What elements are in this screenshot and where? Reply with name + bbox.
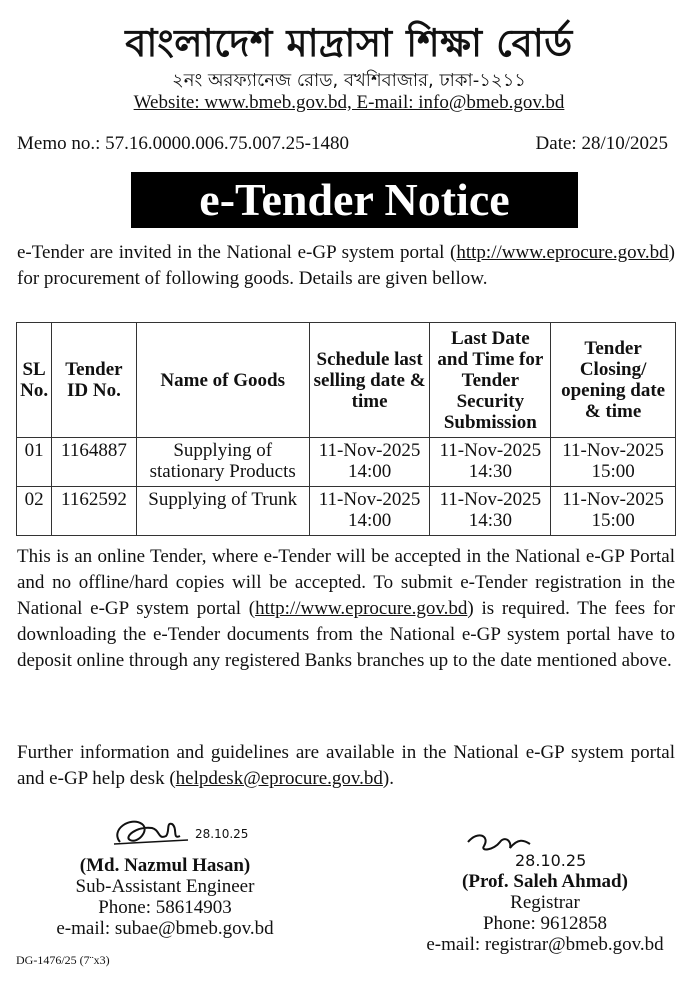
- signatory-left: [30, 810, 300, 939]
- cell-security: 11-Nov-2025 14:30: [430, 487, 551, 536]
- header-goods: Name of Goods: [136, 323, 309, 438]
- header-closing: Tender Closing/ opening date & time: [551, 323, 676, 438]
- signature-right: [420, 826, 670, 871]
- cell-schedule: 11-Nov-2025 14:00: [309, 487, 430, 536]
- organization-address: ২নং অরফ্যানেজ রোড, বখশিবাজার, ঢাকা-১২১১: [172, 70, 526, 91]
- cell-security: 11-Nov-2025 14:30: [430, 438, 551, 487]
- cell-closing: 11-Nov-2025 15:00: [551, 487, 676, 536]
- header-tender-id: Tender ID No.: [52, 323, 137, 438]
- para2-text-1: Further information and guidelines are available in the National e-GP system portal and e-GP help desk (: [17, 742, 675, 789]
- table-row: [17, 487, 676, 536]
- instructions-paragraph: [17, 544, 675, 674]
- signature-date-left: 28.10.25: [195, 827, 249, 841]
- signatory-left-designation: Sub-Assistant Engineer: [75, 876, 255, 897]
- header-sl: SL No.: [17, 323, 52, 438]
- signatory-left-name: (Md. Nazmul Hasan): [79, 855, 251, 876]
- signatory-right-name: (Prof. Saleh Ahmad): [462, 871, 628, 892]
- signature-date-right: 28.10.25: [515, 851, 587, 870]
- cell-tender-id: 1162592: [52, 487, 137, 536]
- signatory-left-phone: Phone: 58614903: [98, 897, 232, 918]
- notice-banner: e-Tender Notice: [131, 172, 578, 228]
- intro-paragraph: [17, 240, 675, 292]
- contact-line: Website: www.bmeb.gov.bd, E-mail: info@bmeb.gov.bd: [133, 92, 565, 113]
- signatory-right: [420, 826, 670, 955]
- signatory-right-email: e-mail: registrar@bmeb.gov.bd: [426, 934, 664, 955]
- para1-text-2: ) is required. The fees for downloading the e-Tender documents from the National e-GP system portal have to deposit online through any registered Banks branches up to the date mentioned above.: [17, 598, 675, 671]
- notice-date: Date: 28/10/2025: [535, 133, 668, 154]
- signatory-right-designation: Registrar: [510, 892, 580, 913]
- tender-table: [16, 322, 676, 536]
- para2-text-2: ).: [382, 768, 394, 789]
- eprocure-link[interactable]: http://www.eprocure.gov.bd: [255, 598, 468, 619]
- signatory-right-phone: Phone: 9612858: [482, 913, 608, 934]
- memo-number: Memo no.: 57.16.0000.006.75.007.25-1480: [17, 133, 349, 154]
- cell-goods: Supplying of stationary Products: [136, 438, 309, 487]
- para1-text-1: This is an online Tender, where e-Tender will be accepted in the National e-GP Portal and no offline/hard copies will be accepted. To submit e-Tender registration in the National e-GP system portal (: [17, 546, 675, 619]
- helpdesk-email-link[interactable]: helpdesk@eprocure.gov.bd: [175, 768, 383, 789]
- table-row: [17, 438, 676, 487]
- helpdesk-paragraph: [17, 740, 675, 792]
- table-header-row: [17, 323, 676, 438]
- cell-schedule: 11-Nov-2025 14:00: [309, 438, 430, 487]
- intro-text-2: ) for procurement of following goods. Details are given bellow.: [17, 242, 675, 289]
- organization-title: বাংলাদেশ মাদ্রাসা শিক্ষা বোর্ড: [125, 21, 573, 65]
- cell-sl: 02: [17, 487, 52, 536]
- eprocure-link[interactable]: http://www.eprocure.gov.bd: [456, 242, 669, 263]
- signatory-left-email: e-mail: subae@bmeb.gov.bd: [56, 918, 274, 939]
- organization-contact: [0, 92, 698, 114]
- cell-closing: 11-Nov-2025 15:00: [551, 438, 676, 487]
- cell-goods: Supplying of Trunk: [136, 487, 309, 536]
- footer-code: DG-1476/25 (7¨x3): [16, 953, 110, 967]
- header-schedule: Schedule last selling date & time: [309, 323, 430, 438]
- signature-left: [30, 810, 300, 855]
- cell-tender-id: 1164887: [52, 438, 137, 487]
- intro-text-1: e-Tender are invited in the National e-GP system portal (: [17, 242, 457, 263]
- cell-sl: 01: [17, 438, 52, 487]
- header-security: Last Date and Time for Tender Security Submission: [430, 323, 551, 438]
